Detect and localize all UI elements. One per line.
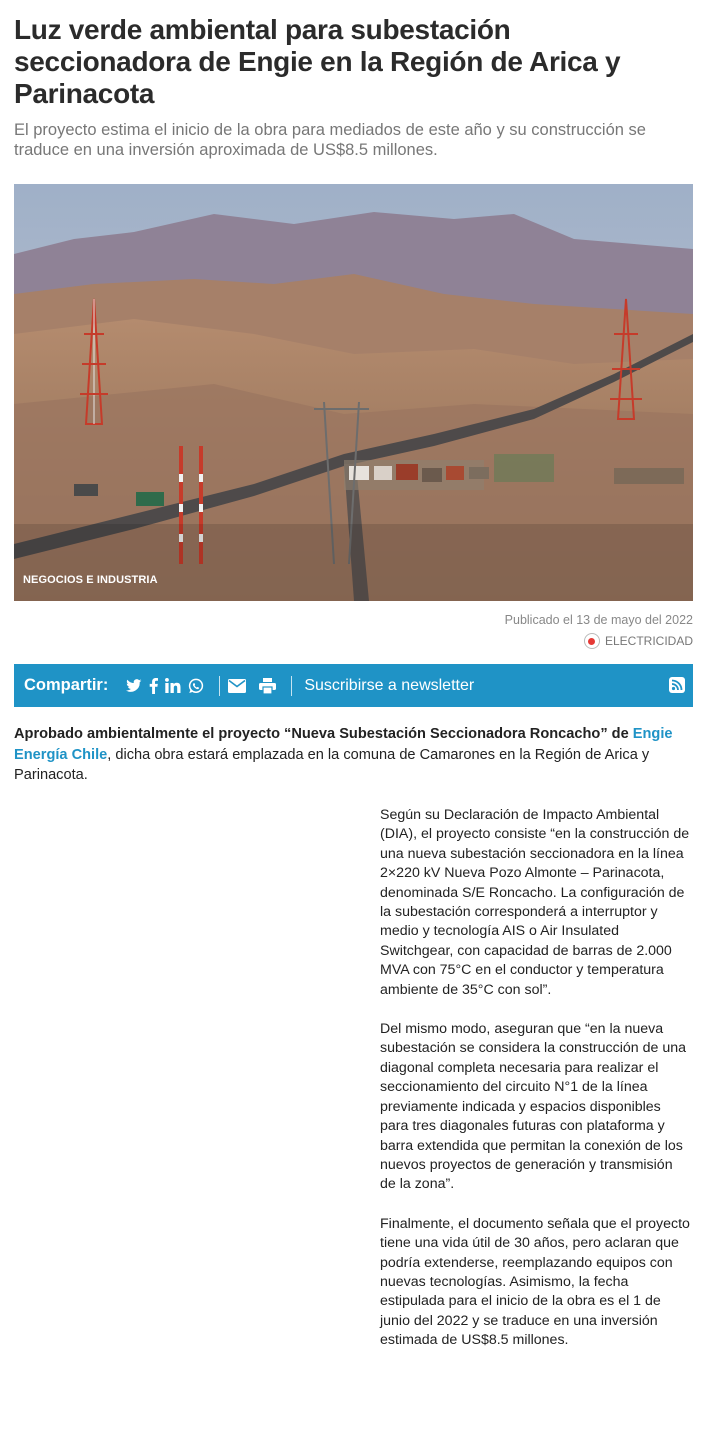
article-lead — [14, 724, 693, 786]
whatsapp-icon[interactable] — [188, 676, 204, 696]
lead-rest-text: , dicha obra estará emplazada en la comuna de Camarones en la Región de Arica y Parinacota. — [14, 746, 650, 783]
share-bar — [14, 664, 693, 707]
body-paragraph: Del mismo modo, aseguran que “en la nueva subestación se considera la construcción de una diagonal completa necesaria para realizar el seccionamiento del circuito N°1 de la línea previamente indicada y espacios disponibles para tres diagonales futuras con plataforma y barra extendida que permitan la conexión de los nuevos proyectos de generación y transmisión de la zona”. — [380, 1021, 687, 1193]
body-paragraph: Según su Declaración de Impacto Ambiental (DIA), el proyecto consiste “en la construcción de una nueva subestación seccionadora en la línea 2×220 kV Nueva Pozo Almonte – Parinacota, denominada S/E Roncacho. La configuración de la subestación corresponderá a interruptor y medio y tecnología AIS o Air Insulated Switchgear, con capacidad de barras de 2.000 MVA con 75°C en el conductor y temperatura ambiente de 35°C con sol”. — [380, 807, 690, 998]
facebook-icon[interactable] — [149, 676, 158, 696]
email-icon[interactable] — [228, 676, 246, 696]
article-subtitle: El proyecto estima el inicio de la obra para mediados de este año y su construcción se traduce en una inversión aproximada de US$8.5 millones. — [14, 121, 646, 159]
share-divider — [291, 676, 292, 696]
published-date: Publicado el 13 de mayo del 2022 — [504, 613, 693, 627]
hero-category-tag[interactable]: NEGOCIOS E INDUSTRIA — [23, 574, 158, 586]
rss-icon[interactable] — [669, 677, 685, 698]
newsletter-link[interactable]: Suscribirse a newsletter — [304, 676, 475, 694]
twitter-icon[interactable] — [126, 676, 142, 696]
article-title: Luz verde ambiental para subestación seccionadora de Engie en la Región de Arica y Parinacota — [14, 14, 621, 109]
body-paragraph: Finalmente, el documento señala que el proyecto tiene una vida útil de 30 años, pero aclaran que podría extenderse, reemplazando equipos con nuevas tecnologías. Asimismo, la fecha estipulada para el inicio de la obra es el 1 de junio del 2022 y se traduce en una inversión estimada de US$8.5 millones. — [380, 1215, 690, 1349]
article — [14, 0, 693, 1349]
hero-image — [14, 184, 693, 601]
share-divider — [219, 676, 220, 696]
print-icon[interactable] — [259, 676, 276, 696]
linkedin-icon[interactable] — [165, 676, 181, 696]
company-link[interactable]: Engie Energía Chile — [14, 726, 673, 763]
share-label: Compartir: — [24, 676, 109, 694]
landscape-illustration — [14, 184, 693, 601]
article-body — [380, 806, 692, 1371]
lead-bold-text: Aprobado ambientalmente el proyecto “Nueva Subestación Seccionadora Roncacho” de — [14, 726, 629, 742]
category-label[interactable] — [584, 633, 693, 649]
category-name: ELECTRICIDAD — [604, 634, 693, 648]
electricity-category-icon — [584, 633, 600, 649]
